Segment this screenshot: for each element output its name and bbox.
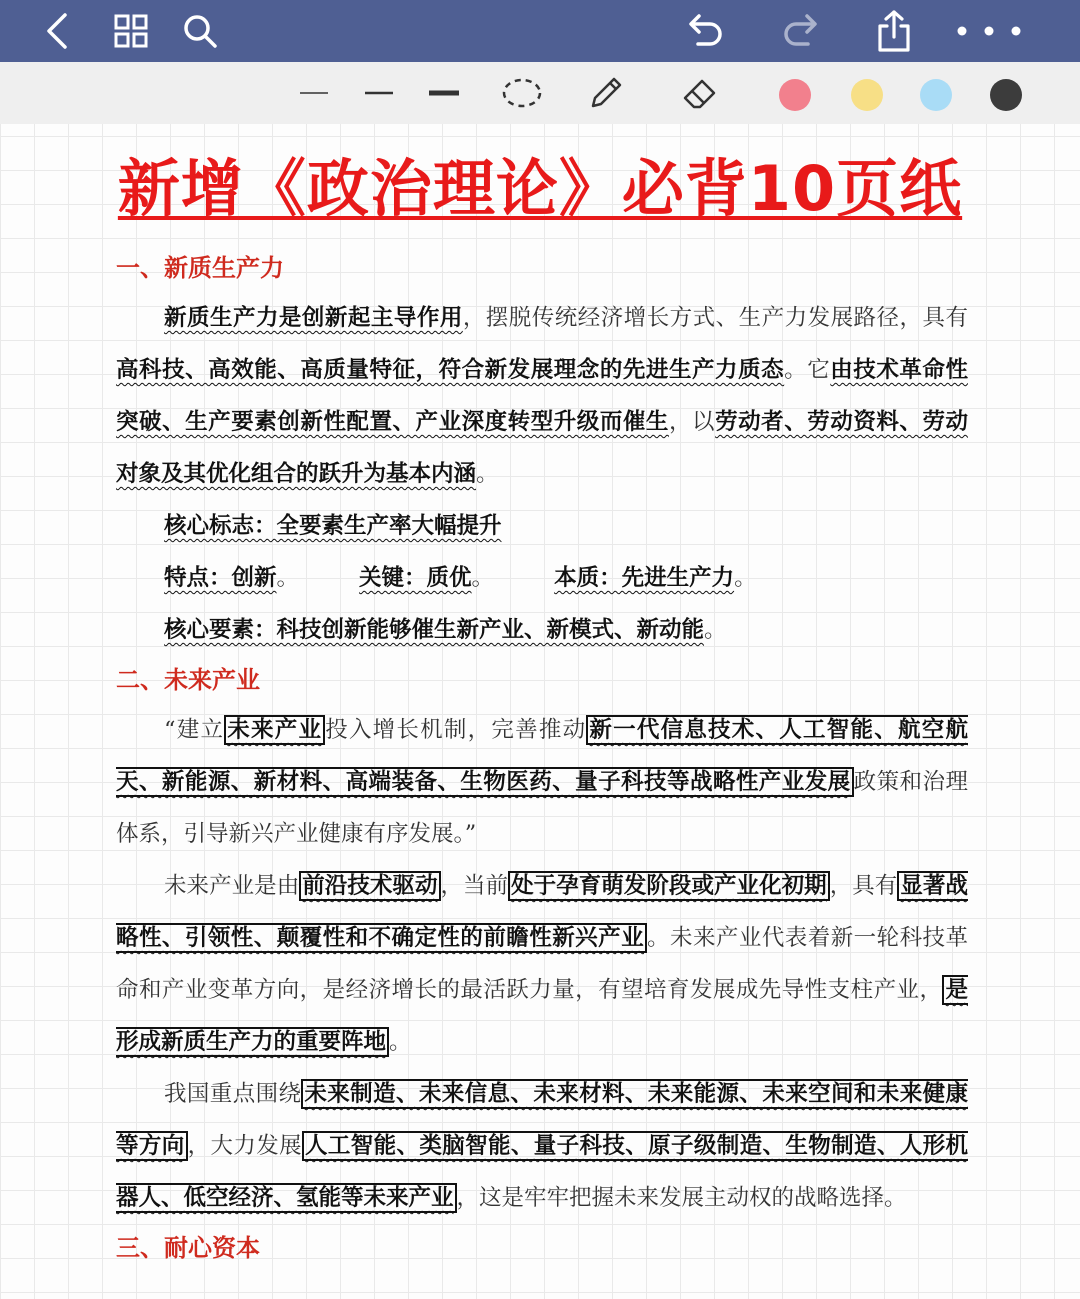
share-icon[interactable] xyxy=(870,7,918,55)
emphasis-text: 劳动者、劳动资料、劳动对象及其优化组合的跃升为基本内涵 xyxy=(116,409,968,487)
pen-size-thin[interactable] xyxy=(290,72,338,114)
features-line xyxy=(116,552,968,604)
search-icon[interactable] xyxy=(176,7,224,55)
section-heading-2: 二、未来产业 xyxy=(116,666,260,694)
paragraph-future-industry-quote xyxy=(116,704,968,860)
emphasis-text: 核心要素：科技创新能够催生新产业、新模式、新动能 xyxy=(164,617,705,643)
pencil-icon[interactable] xyxy=(582,72,630,114)
plain-text: 。 xyxy=(734,565,757,591)
document-page xyxy=(116,244,968,1272)
boxed-text: 处于孕育萌发阶段或产业化初期 xyxy=(508,871,830,901)
boxed-text: 未来产业 xyxy=(224,715,325,745)
plain-text: ，大力发展 xyxy=(187,1133,302,1159)
back-icon[interactable] xyxy=(34,7,82,55)
plain-text: 投入增长机制，完善推动 xyxy=(325,717,587,743)
emphasis-text: 本质：先进生产力 xyxy=(554,565,735,591)
boxed-text: 前沿技术驱动 xyxy=(299,871,440,901)
core-sign-line xyxy=(116,500,968,552)
color-swatch-blue[interactable] xyxy=(920,79,952,111)
color-swatch-pink[interactable] xyxy=(779,79,811,111)
paragraph-future-industry-directions xyxy=(116,1068,968,1224)
plain-text: ，具有 xyxy=(829,873,898,899)
drawing-toolbar xyxy=(0,62,1080,124)
plain-text: 。 xyxy=(471,565,495,591)
section-heading-1: 一、新质生产力 xyxy=(116,254,284,282)
plain-text: 。它 xyxy=(784,357,831,383)
plain-text: ，以 xyxy=(668,409,716,435)
plain-text: 政策和治理体系，引导新兴产业健康有序发展。” xyxy=(116,769,968,847)
section-heading-3: 三、耐心资本 xyxy=(116,1234,260,1262)
plain-text: ，当前 xyxy=(440,873,509,899)
plain-text: 。 xyxy=(476,461,499,487)
plain-text: 。 xyxy=(389,1029,412,1055)
plain-text: 。未来产业代表着新一轮科技革命和产业变革方向，是经济增长的最活跃力量，有望培育发展成先导性支柱产业， xyxy=(116,925,968,1003)
lasso-icon[interactable] xyxy=(498,72,546,114)
plain-text: 。 xyxy=(276,565,300,591)
plain-text: ，这是牢牢把握未来发展主动权的战略选择。 xyxy=(456,1185,907,1211)
emphasis-text: 特点：创新 xyxy=(164,565,277,591)
boxed-text: 人工智能、类脑智能、量子科技、原子级制造、生物制造、人形机器人、低空经济、氢能等未来产业 xyxy=(116,1133,968,1211)
grid-icon[interactable] xyxy=(107,7,155,55)
boxed-text: 显著战略性、引领性、颠覆性和不确定性的前瞻性新兴产业 xyxy=(116,873,968,951)
boxed-text: 新一代信息技术、人工智能、航空航天、新能源、新材料、高端装备、生物医药、量子科技等战略性产业发展 xyxy=(116,717,968,795)
plain-text: “建立 xyxy=(164,717,225,743)
emphasis-text: 核心标志：全要素生产率大幅提升 xyxy=(164,513,502,539)
emphasis-text: 新质生产力是创新起主导作用 xyxy=(164,305,463,331)
boxed-text: 是形成新质生产力的重要阵地 xyxy=(116,977,968,1055)
redo-icon[interactable] xyxy=(776,7,824,55)
color-swatch-yellow[interactable] xyxy=(851,79,883,111)
paragraph-future-industry-definition xyxy=(116,860,968,1068)
document-title-text: 新增《政治理论》必背10页纸 xyxy=(117,152,963,225)
document-title xyxy=(0,148,1080,230)
emphasis-text: 高科技、高效能、高质量特征，符合新发展理念的先进生产力质态 xyxy=(116,357,785,383)
plain-text: 未来产业是由 xyxy=(164,873,300,899)
plain-text: ，摆脱传统经济增长方式、生产力发展路径，具有 xyxy=(462,305,968,331)
color-swatch-black[interactable] xyxy=(990,79,1022,111)
emphasis-text: 由技术革命性突破、生产要素创新性配置、产业深度转型升级而催生 xyxy=(116,357,968,435)
plain-text: 。 xyxy=(704,617,727,643)
top-navigation-bar xyxy=(0,0,1080,62)
boxed-text: 未来制造、未来信息、未来材料、未来能源、未来空间和未来健康等方向 xyxy=(116,1081,968,1159)
plain-text: 我国重点围绕 xyxy=(164,1081,302,1107)
eraser-icon[interactable] xyxy=(676,72,724,114)
pen-size-thick[interactable] xyxy=(420,72,468,114)
undo-icon[interactable] xyxy=(682,7,730,55)
paragraph-new-productivity xyxy=(116,292,968,500)
pen-size-medium[interactable] xyxy=(355,72,403,114)
core-elements-line xyxy=(116,604,968,656)
emphasis-text: 关键：质优 xyxy=(359,565,472,591)
more-icon[interactable] xyxy=(952,7,1026,55)
